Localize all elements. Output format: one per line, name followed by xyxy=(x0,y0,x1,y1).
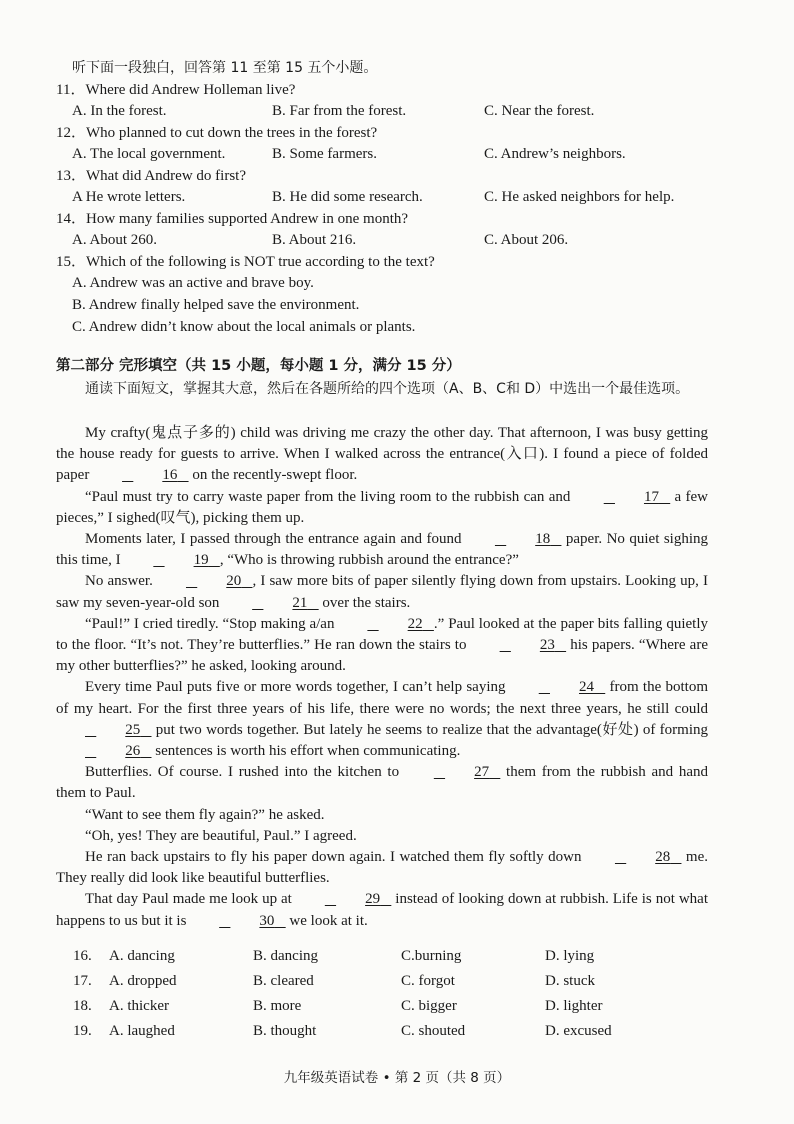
blank-line xyxy=(466,529,562,550)
choice-row-19 xyxy=(73,1023,713,1048)
choice-option: A. dropped xyxy=(109,973,177,989)
choice-number: 16. xyxy=(73,948,92,964)
answer-option: C. About 206. xyxy=(484,232,569,248)
passage-text: instead of looking down at rubbish. Life is not what happens to us but it is xyxy=(56,891,708,929)
question-text: Where did Andrew Holleman live? xyxy=(85,82,296,98)
answer-option: B. Some farmers. xyxy=(272,146,377,162)
choice-option: B. dancing xyxy=(253,948,318,964)
choice-number: 18. xyxy=(73,998,92,1014)
cloze-passage xyxy=(56,423,708,932)
question-15 xyxy=(56,252,435,272)
answer-option: A. About 260. xyxy=(72,232,158,248)
choice-option: B. more xyxy=(253,998,302,1014)
passage-text: , I saw more bits of paper silently flying down from upstairs. Looking up, I saw my seven-year-old son xyxy=(56,573,708,611)
answer-option: A. Andrew was an active and brave boy. xyxy=(72,275,314,291)
blank-22: 22 xyxy=(407,615,423,632)
question-text: Who planned to cut down the trees in the forest? xyxy=(86,125,378,141)
passage-text: me. They really did look like beautiful butterflies. xyxy=(56,849,708,887)
blank-17: 17 xyxy=(643,488,659,505)
choice-option: B. cleared xyxy=(253,973,314,989)
cloze-instruction xyxy=(56,378,708,400)
passage-paragraph xyxy=(56,487,708,529)
blank-23: 23 xyxy=(539,637,555,654)
blank-line xyxy=(56,720,152,741)
answer-option: A. The local government. xyxy=(72,146,226,162)
passage-text: “Want to see them fly again?” he asked. xyxy=(85,806,325,823)
blank-21: 21 xyxy=(292,594,308,611)
choice-option: B. thought xyxy=(253,1023,317,1039)
passage-paragraph xyxy=(56,614,708,678)
passage-text: No answer. xyxy=(85,573,157,590)
passage-text: Moments later, I passed through the entrance again and found xyxy=(85,531,466,548)
blank-16: 16 xyxy=(162,467,178,484)
blank-28: 28 xyxy=(655,849,671,866)
answer-option: C. He asked neighbors for help. xyxy=(484,189,675,205)
question-text: What did Andrew do first? xyxy=(86,168,246,184)
passage-paragraph xyxy=(56,805,708,826)
passage-text: “Paul!” I cried tiredly. “Stop making a/an xyxy=(85,615,339,632)
blank-29: 29 xyxy=(365,891,381,908)
cloze-heading: 第二部分 完形填空（共 15 小题，每小题 1 分，满分 15 分） xyxy=(56,358,461,374)
passage-text: .” Paul looked at the paper bits falling quietly to the floor. “It’s not. They’re butterflies.” He ran down the stairs to xyxy=(56,615,708,654)
answer-option: C. Andrew’s neighbors. xyxy=(484,146,626,162)
listening-intro: 听下面一段独白，回答第 11 至第 15 五个小题。 xyxy=(72,60,378,76)
answer-option: C. Andrew didn’t know about the local animals or plants. xyxy=(72,319,416,335)
question-text: How many families supported Andrew in one month? xyxy=(86,211,409,227)
blank-line xyxy=(338,614,434,635)
blank-line xyxy=(405,762,501,783)
page-footer: 九年级英语试卷 • 第 2 页（共 8 页） xyxy=(283,1070,511,1086)
passage-paragraph xyxy=(56,826,708,847)
passage-text: That day Paul made me look up at xyxy=(85,891,296,908)
passage-text: his papers. “Where are my other butterflies?” he asked, looking around. xyxy=(56,637,708,675)
answer-option: B. Andrew finally helped save the environment. xyxy=(72,297,360,313)
answer-option: C. Near the forest. xyxy=(484,103,595,119)
passage-text: them from the rubbish and hand them to Paul. xyxy=(56,764,708,802)
answer-option: A. In the forest. xyxy=(72,103,167,119)
question-number: 11． xyxy=(56,82,86,98)
cloze-instruction-text: 通读下面短文，掌握其大意，然后在各题所给的四个选项（A、B、C和 D）中选出一个最佳选项。 xyxy=(85,381,690,397)
question-13 xyxy=(56,166,246,186)
answer-option: A He wrote letters. xyxy=(72,189,186,205)
passage-text: on the recently-swept floor. xyxy=(188,467,358,484)
blank-19: 19 xyxy=(193,552,209,569)
blank-26: 26 xyxy=(125,743,141,760)
passage-text: sentences is worth his effort when communicating. xyxy=(151,743,461,760)
blank-line xyxy=(586,847,682,868)
question-text: Which of the following is NOT true according to the text? xyxy=(86,254,435,270)
choice-option: C. forgot xyxy=(401,973,455,989)
passage-paragraph xyxy=(56,847,708,889)
choice-option: D. lighter xyxy=(545,998,603,1014)
passage-text: My crafty(鬼点子多的) child was driving me crazy the other day. That afternoon, I was busy getting the house ready for guests to arrive. When I walked across the entrance(入口). I found a piece of folded paper xyxy=(56,425,708,484)
question-number: 12． xyxy=(56,125,87,141)
passage-text: from the bottom of my heart. For the first three years of his life, there were no words; the next three years, he still could xyxy=(56,679,708,717)
choice-row-18 xyxy=(73,998,713,1023)
choice-number: 19. xyxy=(73,1023,92,1039)
choice-row-17 xyxy=(73,973,713,998)
passage-paragraph xyxy=(56,677,708,762)
passage-text: a few pieces,” I sighed(叹气), picking them up. xyxy=(56,488,708,526)
blank-24: 24 xyxy=(578,679,594,696)
blank-line xyxy=(56,741,152,762)
blank-line xyxy=(510,677,606,698)
blank-line xyxy=(223,593,319,614)
passage-paragraph xyxy=(56,423,708,487)
answer-option: B. He did some research. xyxy=(272,189,423,205)
choice-option: C. shouted xyxy=(401,1023,466,1039)
passage-text: put two words together. But lately he seems to realize that the advantage(好处) of forming xyxy=(151,721,708,738)
answer-option: B. Far from the forest. xyxy=(272,103,407,119)
question-14 xyxy=(56,209,408,229)
choice-option: C. bigger xyxy=(401,998,457,1014)
question-11 xyxy=(56,80,295,100)
passage-text: Every time Paul puts five or more words together, I can’t help saying xyxy=(85,679,510,696)
blank-line xyxy=(157,571,253,592)
passage-text: , “Who is throwing rubbish around the entrance?” xyxy=(219,552,519,569)
choice-option: D. excused xyxy=(545,1023,612,1039)
blank-line xyxy=(575,487,671,508)
blank-line xyxy=(93,465,189,486)
passage-text: “Paul must try to carry waste paper from the living room to the rubbish can and xyxy=(85,488,575,505)
passage-paragraph xyxy=(56,762,708,804)
choice-option: A. dancing xyxy=(109,948,175,964)
blank-30: 30 xyxy=(259,912,275,929)
answer-option: B. About 216. xyxy=(272,232,357,248)
question-number: 13． xyxy=(56,168,87,184)
choice-option: C.burning xyxy=(401,948,462,964)
blank-18: 18 xyxy=(535,531,551,548)
passage-text: paper. No quiet sighing this time, I xyxy=(56,531,708,569)
choice-option: D. lying xyxy=(545,948,595,964)
passage-paragraph xyxy=(56,571,708,613)
choice-option: D. stuck xyxy=(545,973,595,989)
blank-20: 20 xyxy=(226,573,242,590)
passage-text: we look at it. xyxy=(285,912,368,929)
blank-25: 25 xyxy=(125,721,141,738)
passage-text: over the stairs. xyxy=(318,594,411,611)
blank-27: 27 xyxy=(474,764,490,781)
choice-number: 17. xyxy=(73,973,92,989)
passage-paragraph xyxy=(56,529,708,571)
question-number: 15． xyxy=(56,254,87,270)
choice-row-16 xyxy=(73,948,713,973)
blank-line xyxy=(296,889,392,910)
blank-line xyxy=(124,550,220,571)
choice-option: A. laughed xyxy=(109,1023,175,1039)
question-12 xyxy=(56,123,377,143)
passage-text: “Oh, yes! They are beautiful, Paul.” I agreed. xyxy=(85,827,357,844)
blank-line xyxy=(471,635,567,656)
choice-option: A. thicker xyxy=(109,998,169,1014)
passage-paragraph xyxy=(56,889,708,931)
question-number: 14． xyxy=(56,211,87,227)
blank-line xyxy=(190,911,286,932)
passage-text: Butterflies. Of course. I rushed into the kitchen to xyxy=(85,764,405,781)
passage-text: He ran back upstairs to fly his paper down again. I watched them fly softly down xyxy=(85,849,586,866)
